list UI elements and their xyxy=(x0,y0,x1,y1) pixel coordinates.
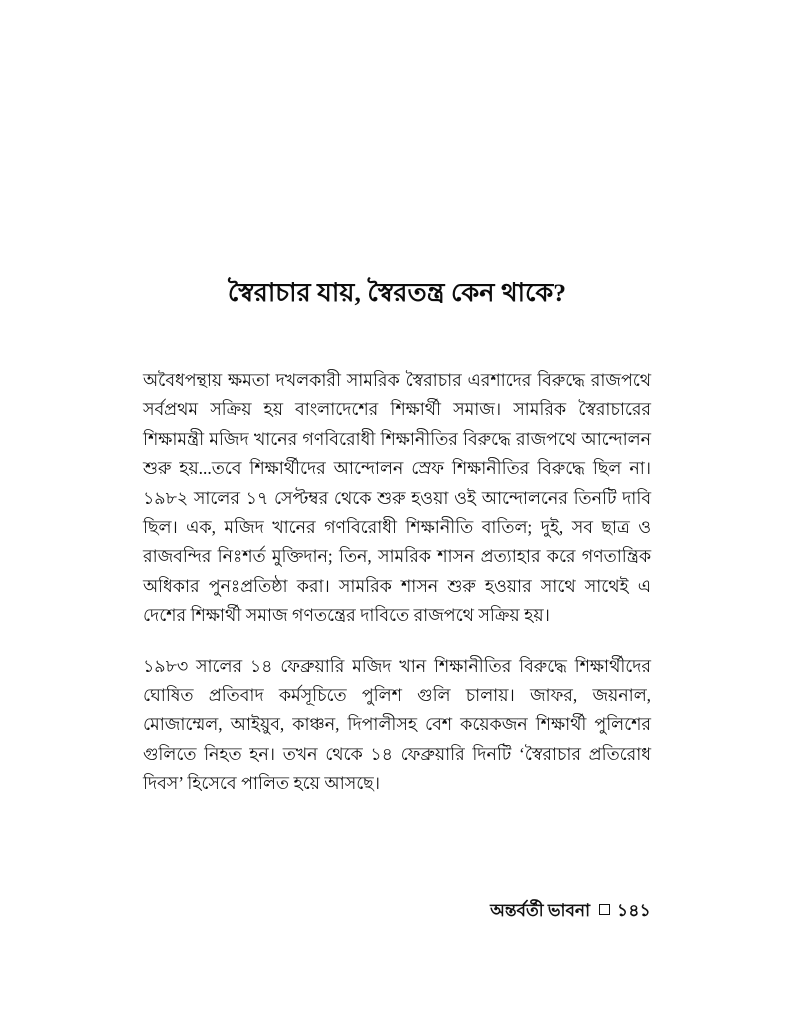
box-outline-icon xyxy=(599,904,610,915)
page-number: ১৪১ xyxy=(617,901,651,920)
page-footer xyxy=(143,898,651,924)
article-body xyxy=(143,366,651,799)
body-paragraph: অবৈধপন্থায় ক্ষমতা দখলকারী সামরিক স্বৈরাচার এরশাদের বিরুদ্ধে রাজপথে সর্বপ্রথম সক্রিয় হয় বাংলাদেশের শিক্ষার্থী সমাজ। সামরিক স্বৈরাচারের শিক্ষামন্ত্রী মজিদ খানের গণবিরোধী শিক্ষানীতির বিরুদ্ধে রাজপথে আন্দোলন শুরু হয়...তবে শিক্ষার্থীদের আন্দোলন স্রেফ শিক্ষানীতির বিরুদ্ধে ছিল না। ১৯৮২ সালের ১৭ সেপ্টম্বর থেকে শুরু হওয়া ওই আন্দোলনের তিনটি দাবি ছিল। এক, মজিদ খানের গণবিরোধী শিক্ষানীতি বাতিল; দুই, সব ছাত্র ও রাজবন্দির নিঃশর্ত মুক্তিদান; তিন, সামরিক শাসন প্রত্যাহার করে গণতান্ত্রিক অধিকার পুনঃপ্রতিষ্ঠা করা। সামরিক শাসন শুরু হওয়ার সাথে সাথেই এ দেশের শিক্ষার্থী সমাজ গণতন্ত্রের দাবিতে রাজপথে সক্রিয় হয়। xyxy=(143,370,651,626)
body-paragraph: ১৯৮৩ সালের ১৪ ফেব্রুয়ারি মজিদ খান শিক্ষানীতির বিরুদ্ধে শিক্ষার্থীদের ঘোষিত প্রতিবাদ কর্মসূচিতে পুলিশ গুলি চালায়। জাফর, জয়নাল, মোজাম্মেল, আইয়ুব, কাঞ্চন, দিপালীসহ বেশ কয়েকজন শিক্ষার্থী পুলিশের গুলিতে নিহত হন। তখন থেকে ১৪ ফেব্রুয়ারি দিনটি ‘স্বৈরাচার প্রতিরোধ দিবস’ হিসেবে পালিত হয়ে আসছে। xyxy=(143,655,651,794)
page-title: স্বৈরাচার যায়, স্বৈরতন্ত্র কেন থাকে? xyxy=(227,278,567,307)
footer-inner xyxy=(490,898,651,924)
footer-source-title: অন্তর্বর্তী ভাবনা xyxy=(490,901,590,920)
